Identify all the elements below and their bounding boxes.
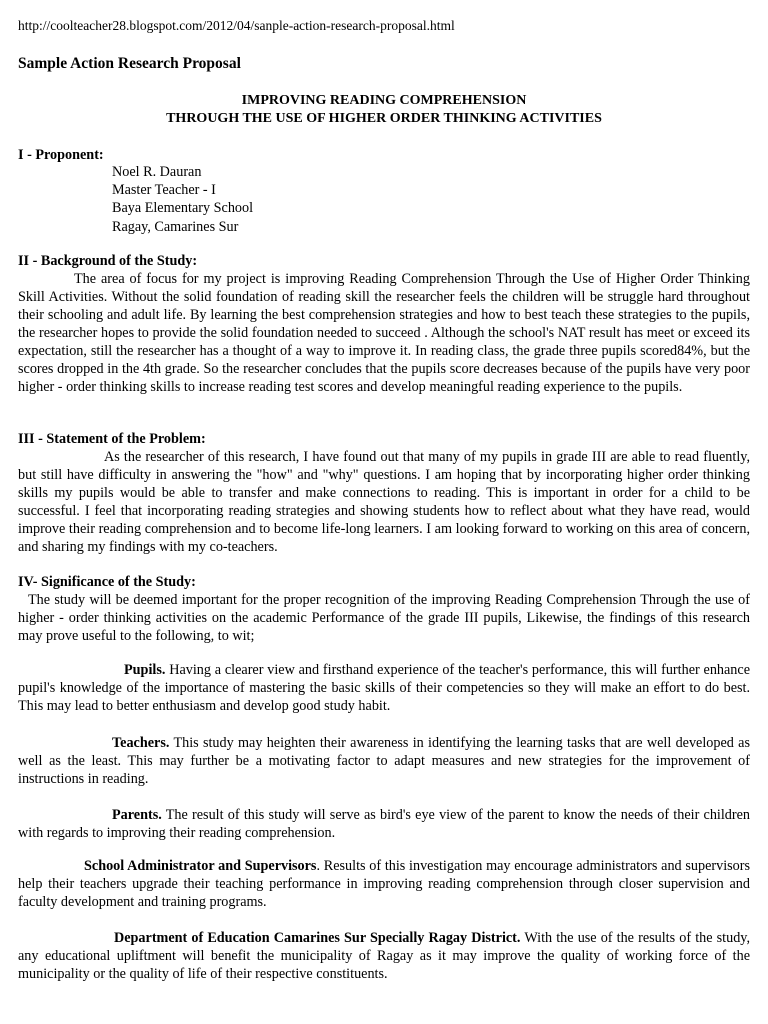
beneficiary-text: This study may heighten their awareness in identifying the learning tasks that are well developed as well as the least. This may further be a motivating factor to adapt measures and new strategies for the improvement of instructions in reading. — [18, 735, 750, 787]
significance-paragraph: The study will be deemed important for the proper recognition of the improving Reading Comprehension Through the use of higher - order thinking activities on the academic Performance of the grade III pupils, Likewise, the findings of this research may prove useful to the following, to wit; — [18, 592, 750, 644]
significance-heading: IV- Significance of the Study: — [18, 574, 196, 590]
beneficiary-text: Having a clearer view and firsthand experience of the teacher's performance, this will further enhance pupil's knowledge of the importance of mastering the basic skills of their competencies so they will make an effort to do best. This may lead to better enthusiasm and develop good study habit. — [18, 662, 750, 714]
beneficiary-text: With the use of the results of the study, any educational upliftment will benefit the municipality of Ragay as it may improve the quality of working force of the municipality or the quality of life of their respective constituents. — [18, 930, 751, 982]
background-heading: II - Background of the Study: — [18, 253, 198, 269]
beneficiary-parents — [18, 806, 750, 842]
proponent-position: Master Teacher - I — [112, 182, 216, 199]
main-title-line-2: THROUGH THE USE OF HIGHER ORDER THINKING ACTIVITIES — [166, 111, 602, 126]
beneficiary-label: Department of Education Camarines Sur Specially Ragay District. — [114, 930, 521, 946]
proponent-location: Ragay, Camarines Sur — [112, 218, 239, 235]
problem-paragraph: As the researcher of this research, I have found out that many of my pupils in grade III are able to read fluently, but still have difficulty in answering the "how" and "why" questions. I am hoping that by incorporating higher order thinking skills my pupils would be able to transfer and make connections to reading. This is important in order for a child to be successful. I feel that incorporating reading strategies and showing students how to reflect about what they have read, would improve their reading comprehension and to become life-long learners. I am looking forward to working on this area of concern, and sharing my findings with my co-teachers. — [18, 449, 750, 555]
beneficiary-text: The result of this study will serve as bird's eye view of the parent to know the needs of their children with regards to improving their reading comprehension. — [18, 807, 750, 841]
beneficiary-text: . Results of this investigation may encourage administrators and supervisors help their teachers upgrade their teaching performance in improving reading comprehension through closer supervision and faculty development and training programs. — [18, 858, 750, 910]
background-paragraph: The area of focus for my project is improving Reading Comprehension Through the Use of Higher Order Thinking Skill Activities. Without the solid foundation of reading skill the researcher feels the children will be struggle hard throughout their schooling and adult life. By learning the best comprehension strategies and how to best teach these strategies to the pupils, the researcher hopes to provide the solid foundation needed to succeed . Although the school's NAT result has meet or exceed its expectation, still the researcher has a thought of a way to improve it. In reading class, the grade three pupils scored84%, but the scores dropped in the 4th grade. So the researcher concludes that the pupils score decreases because of the pupils have very poor higher - order thinking skills to increase reading test scores and develop meaningful reading experience to the pupils. — [18, 271, 750, 395]
proponent-heading: I - Proponent: — [18, 147, 104, 163]
beneficiary-pupils — [18, 661, 750, 715]
source-url: http://coolteacher28.blogspot.com/2012/04/sanple-action-research-proposal.html — [18, 18, 455, 33]
document-title: Sample Action Research Proposal — [18, 55, 241, 72]
beneficiary-teachers — [18, 734, 750, 788]
beneficiary-label: Teachers. — [112, 735, 170, 751]
beneficiary-deped — [18, 929, 750, 983]
beneficiary-label: School Administrator and Supervisors — [84, 858, 317, 874]
beneficiary-label: Parents. — [112, 807, 162, 823]
main-title-line-1: IMPROVING READING COMPREHENSION — [241, 93, 527, 108]
proponent-name: Noel R. Dauran — [112, 164, 202, 180]
proponent-school: Baya Elementary School — [112, 200, 254, 217]
beneficiary-label: Pupils. — [124, 662, 166, 678]
problem-heading: III - Statement of the Problem: — [18, 431, 206, 447]
proponent-block — [112, 163, 253, 236]
beneficiary-administrators — [18, 857, 750, 911]
